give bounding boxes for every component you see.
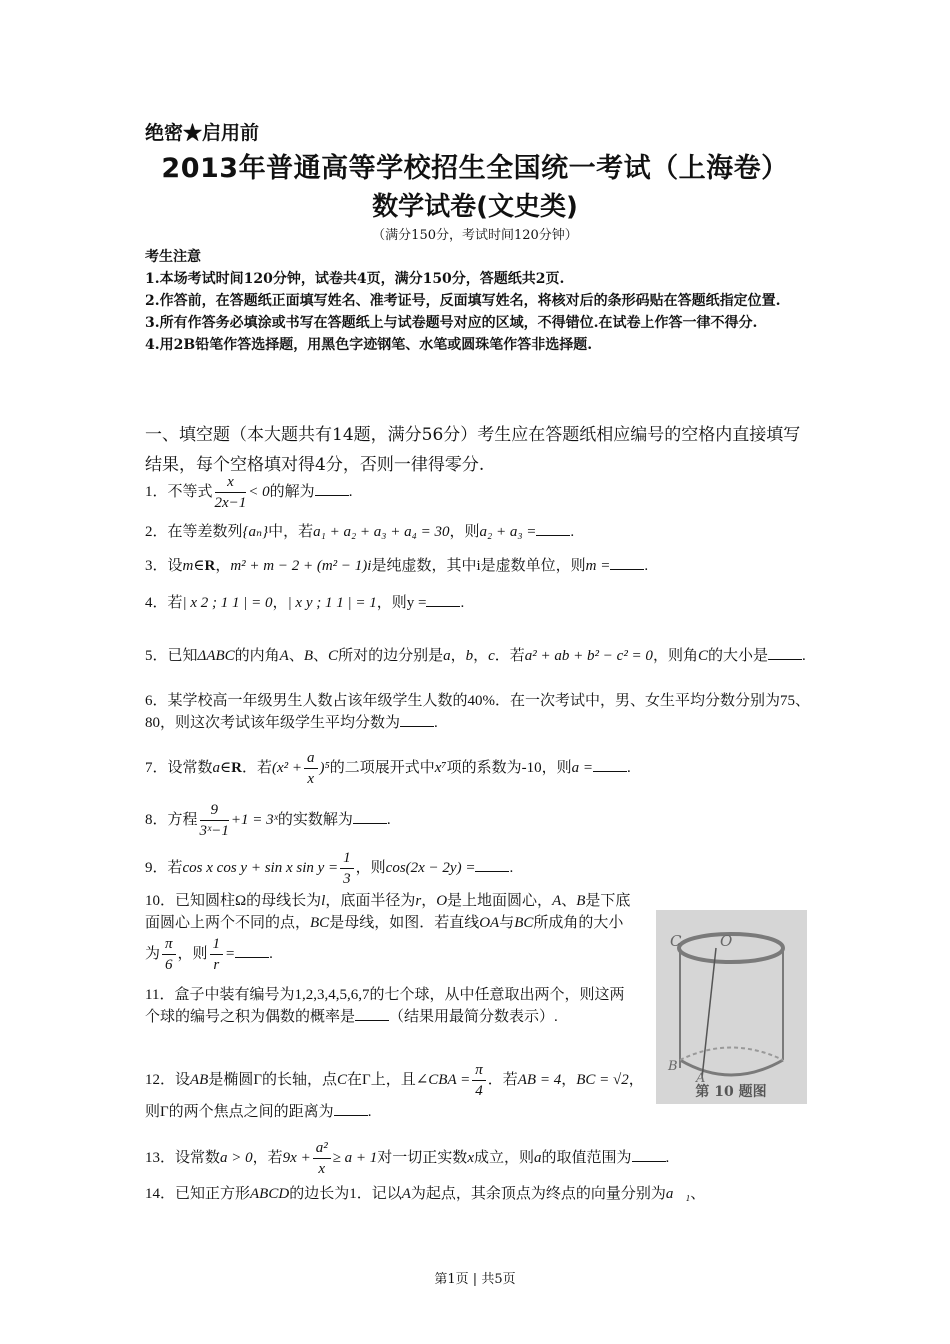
question-text: ，	[215, 558, 231, 574]
label-b: B	[668, 1059, 678, 1074]
question-text: ，则角	[652, 648, 698, 664]
question-text: .	[509, 859, 514, 876]
fraction	[304, 748, 318, 789]
math-expression: A	[401, 1186, 411, 1202]
notice-item: 1.本场考试时间120分钟，试卷共4页，满分150分，答题纸共2页.	[145, 271, 565, 287]
math-expression: l	[321, 893, 326, 909]
question-text: ，	[272, 595, 288, 611]
math-expression: | x y ; 1 1 | = 1	[287, 595, 377, 611]
question-text: 、	[313, 648, 329, 664]
fraction	[162, 934, 176, 975]
question-text: .	[460, 595, 465, 611]
question-text: 与	[499, 915, 515, 931]
math-expression: R	[231, 759, 242, 776]
question-text: .	[665, 1149, 670, 1166]
label-c: C	[670, 932, 682, 950]
math-expression: C	[337, 1071, 348, 1088]
math-expression: BC = √2	[576, 1071, 629, 1088]
math-expression: AB	[190, 1071, 209, 1088]
question-13	[145, 1138, 810, 1179]
answer-blank	[536, 521, 570, 536]
fraction	[340, 848, 354, 889]
math-expression: m² + m − 2 + (m² − 1)i	[230, 558, 372, 574]
question-text: 的大小是	[707, 648, 768, 664]
question-text: ，则	[449, 524, 480, 540]
question-text: 2．在等差数列	[145, 524, 243, 540]
fraction	[210, 934, 224, 975]
exam-title: 2013年普通高等学校招生全国统一考试（上海卷）	[161, 153, 789, 184]
question-text: ，则Γ的两个焦点之间的距离为	[145, 1071, 644, 1120]
question-text: 6．某学校高一年级男生人数占该年级学生人数的40%．在一次考试中，男、女生平均分数分别为75、80，则这次考试该年级学生平均分数为	[145, 693, 810, 731]
candidate-notice	[145, 246, 805, 356]
question-text: 的二项展开式中	[329, 759, 435, 776]
math-expression: a⃗₁	[665, 1186, 691, 1202]
score-time-note: （满分150分，考试时间120分钟）	[372, 228, 578, 243]
figure-10	[656, 910, 807, 1104]
math-expression: < 0	[248, 483, 270, 500]
math-expression: r	[415, 893, 422, 909]
math-expression: 9x +	[282, 1149, 311, 1166]
page-footer: 第1页 | 共5页	[434, 1272, 516, 1287]
numerator: a²	[313, 1138, 331, 1159]
math-expression: c	[488, 648, 495, 664]
question-text: 在Γ上，且	[347, 1071, 416, 1088]
question-text: .	[644, 558, 649, 574]
math-expression: ABCD	[250, 1186, 290, 1202]
question-text: 1．不等式	[145, 483, 213, 500]
denominator: 3	[343, 871, 351, 887]
question-12	[145, 1060, 655, 1123]
denominator: 6	[165, 957, 173, 973]
question-text: 、	[561, 893, 577, 909]
question-text: ，若	[252, 1149, 283, 1166]
question-text: 是上地面圆心，	[447, 893, 553, 909]
answer-blank	[632, 1147, 666, 1162]
question-text: ，则	[177, 945, 208, 962]
math-expression: x	[467, 1149, 474, 1166]
question-text: ，则y =	[376, 595, 427, 611]
numerator: a	[304, 748, 318, 769]
math-expression: {aₙ}	[242, 524, 269, 540]
cylinder-figure	[656, 910, 807, 1104]
question-text: ，	[450, 648, 466, 664]
numerator: 9	[200, 800, 229, 821]
question-text: 所对的边分别是	[338, 648, 444, 664]
math-expression: a₂ + a₃ =	[479, 524, 537, 540]
denominator: 2x−1	[214, 495, 247, 511]
question-2	[145, 521, 810, 543]
question-text: 、	[690, 1186, 706, 1202]
question-6	[145, 690, 810, 734]
section-heading: 一、填空题（本大题共有14题，满分56分）考生应在答题纸相应编号的空格内直接填写结果，每个空格填对得4分，否则一律得零分.	[145, 425, 801, 475]
label-a: A	[696, 1071, 706, 1086]
question-text: .	[627, 759, 631, 776]
question-10	[145, 890, 635, 975]
question-5	[145, 645, 810, 667]
question-text: .	[386, 811, 391, 828]
denominator: x	[318, 1161, 326, 1177]
question-text: ，	[561, 1071, 577, 1088]
denominator: r	[213, 957, 220, 973]
math-expression: A	[279, 648, 289, 664]
question-text: 13．设常数	[145, 1149, 221, 1166]
math-expression: ≥ a + 1	[332, 1149, 378, 1166]
answer-blank	[334, 1101, 368, 1116]
math-expression: a² + ab + b² − c² = 0	[524, 648, 653, 664]
question-3	[145, 555, 810, 577]
numerator: x	[215, 472, 247, 493]
fraction	[215, 472, 247, 513]
math-expression: AB = 4	[517, 1071, 562, 1088]
question-text: 12．设	[145, 1071, 191, 1088]
question-4	[145, 592, 810, 614]
answer-blank	[235, 943, 269, 958]
answer-blank	[315, 481, 349, 496]
math-expression: cos(2x − 2y) =	[385, 859, 476, 876]
question-8	[145, 800, 810, 841]
question-text: 中，若	[268, 524, 314, 540]
question-text: 是椭圆Γ的长轴，点	[208, 1071, 338, 1088]
question-text: 5．已知	[145, 648, 198, 664]
math-expression: =	[225, 945, 236, 962]
math-expression: O	[436, 893, 448, 909]
question-text: 的内角	[234, 648, 280, 664]
question-text: .	[570, 524, 575, 540]
denominator: 4	[475, 1083, 483, 1099]
question-7	[145, 748, 810, 789]
question-text: ，	[421, 893, 437, 909]
question-text: ．若	[487, 1071, 518, 1088]
notice-item: 3.所有作答务必填涂或书写在答题纸上与试卷题号对应的区域，不得错位.在试卷上作答一律不得分.	[145, 315, 758, 331]
question-9	[145, 848, 810, 889]
answer-blank	[610, 555, 644, 570]
question-text: 是纯虚数，其中i是虚数单位，则	[371, 558, 586, 574]
question-text: 为起点，其余顶点为终点的向量分别为	[410, 1186, 666, 1202]
math-expression: OA	[479, 915, 500, 931]
math-expression: x⁷	[434, 759, 447, 776]
answer-blank	[426, 592, 460, 607]
math-expression: a =	[571, 759, 593, 776]
question-text: 对一切正实数	[377, 1149, 468, 1166]
notice-item: 2.作答前，在答题纸正面填写姓名、准考证号，反面填写姓名，将核对后的条形码贴在答题纸指定位置.	[145, 293, 781, 309]
answer-blank	[593, 757, 627, 772]
question-text: 的解为	[269, 483, 315, 500]
question-text: .	[367, 1104, 372, 1120]
math-expression: ∠CBA =	[415, 1071, 471, 1088]
question-text: 是母线，如图．若直线	[329, 915, 480, 931]
math-expression: )⁵	[319, 759, 330, 776]
question-text: ∈	[220, 759, 232, 776]
answer-blank	[355, 1006, 389, 1021]
question-text: 9．若	[145, 859, 183, 876]
fraction	[313, 1138, 331, 1179]
question-text: .	[269, 945, 273, 962]
question-text: 的取值范围为	[541, 1149, 632, 1166]
answer-blank	[353, 809, 387, 824]
question-text: ．若	[241, 759, 272, 776]
question-text: ．若	[494, 648, 525, 664]
numerator: 1	[340, 848, 354, 869]
answer-blank	[768, 645, 802, 660]
question-text: .	[434, 715, 438, 731]
math-expression: R	[204, 558, 216, 574]
math-expression: a	[443, 648, 451, 664]
question-1	[145, 472, 810, 513]
answer-blank	[400, 712, 434, 727]
question-text: 是下底面圆心上两个不同的点，	[145, 893, 631, 931]
math-expression: a	[534, 1149, 542, 1166]
question-text: 4．若	[145, 595, 183, 611]
question-text: ，	[473, 648, 489, 664]
answer-blank	[475, 857, 509, 872]
numerator: π	[162, 934, 176, 955]
math-expression: cos x cos y + sin x sin y =	[182, 859, 339, 876]
math-expression: m =	[585, 558, 611, 574]
math-expression: BC	[310, 915, 330, 931]
exam-subtitle: 数学试卷(文史类)	[372, 192, 578, 222]
question-14	[145, 1183, 810, 1205]
question-11	[145, 984, 635, 1028]
question-text: .	[348, 483, 353, 500]
question-text: .	[801, 648, 806, 664]
denominator: 3ˣ−1	[199, 823, 229, 839]
math-expression: +1 = 3ˣ	[230, 811, 278, 828]
math-expression: B	[576, 893, 586, 909]
notice-heading: 考生注意	[145, 249, 201, 265]
math-expression: B	[303, 648, 314, 664]
math-expression: | x 2 ; 1 1 | = 0	[182, 595, 273, 611]
math-expression: C	[328, 648, 339, 664]
question-text: ，底面半径为	[325, 893, 416, 909]
math-expression: A	[552, 893, 562, 909]
question-text: 项的系数为-10，则	[446, 759, 572, 776]
question-text: 3．设	[145, 558, 183, 574]
figure-caption: 第 10 题图	[695, 1084, 767, 1100]
math-expression: C	[697, 648, 708, 664]
denominator: x	[307, 771, 315, 787]
question-text: 7．设常数	[145, 759, 213, 776]
math-expression: (x² +	[271, 759, 303, 776]
question-text: 的实数解为	[277, 811, 353, 828]
math-expression: BC	[514, 915, 534, 931]
math-expression: b	[465, 648, 474, 664]
question-text: 、	[288, 648, 304, 664]
question-text: 所成角的大小为	[145, 915, 624, 962]
math-expression: m	[182, 558, 194, 574]
math-expression: a > 0	[220, 1149, 253, 1166]
math-expression: a	[212, 759, 221, 776]
question-text: 的边长为1．记以	[289, 1186, 402, 1202]
notice-item: 4.用2B铅笔作答选择题，用黑色字迹钢笔、水笔或圆珠笔作答非选择题.	[145, 337, 593, 353]
question-text: 14．已知正方形	[145, 1186, 251, 1202]
math-expression: a₁ + a₂ + a₃ + a₄ = 30	[313, 524, 450, 540]
label-o: O	[720, 932, 733, 950]
question-text: （结果用最简分数表示）.	[389, 1009, 558, 1025]
question-text: 8．方程	[145, 811, 198, 828]
fraction	[200, 800, 229, 841]
question-text: 成立，则	[473, 1149, 534, 1166]
numerator: 1	[210, 934, 224, 955]
numerator: π	[472, 1060, 486, 1081]
question-text: ∈	[193, 558, 205, 574]
question-text: ，则	[355, 859, 386, 876]
question-text: 10．已知圆柱Ω的母线长为	[145, 893, 322, 909]
confidential-label: 绝密★启用前	[145, 122, 260, 144]
fraction	[472, 1060, 486, 1101]
question-text: 11．盒子中装有编号为1,2,3,4,5,6,7的七个球，从中任意取出两个，则这两个球的编号之积为偶数的概率是	[145, 987, 625, 1025]
math-expression: ΔABC	[197, 648, 235, 664]
